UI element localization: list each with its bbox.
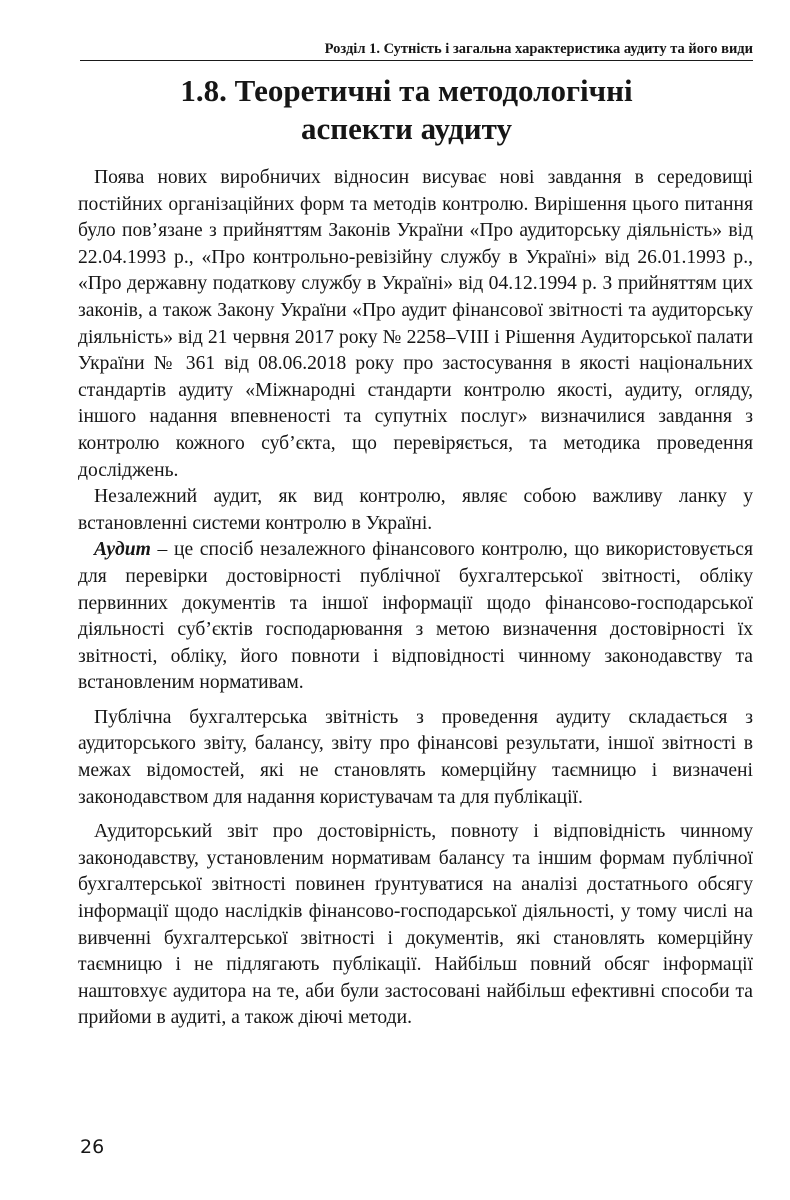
running-header: Розділ 1. Сутність і загальна характеристика аудиту та його види <box>80 40 753 61</box>
section-title-line-1: 1.8. Теоретичні та методологічні <box>180 73 633 108</box>
section-title-line-2: аспекти аудиту <box>301 111 512 146</box>
paragraph-5: Аудиторський звіт про достовірність, повноту і відповідність чинному законодавству, установленим нормативам балансу та іншим формам публічної бухгалтерської звітності повинен ґрунтуватися на аналізі достатнього обсягу інформації щодо наслідків фінансово-господарської діяльності, у тому числі на вивченні бухгалтерської звітності і документів, які становлять комерційну таємницю і не підлягають публікації. Найбільш повний обсяг інформації наштовхує аудитора на те, аби були застосовані найбільш ефективні способи та прийоми в аудиті, а також діючі методи. <box>78 821 753 1029</box>
paragraph-2: Незалежний аудит, як вид контролю, являє собою важливу ланку у встановленні системи контролю в Україні. <box>78 486 753 534</box>
body-text <box>78 165 753 1032</box>
paragraph-1: Поява нових виробничих відносин висуває нові завдання в середовищі постійних організаційних форм та методів контролю. Вирішення цього питання було пов’язане з прийняттям Законів України «Про аудиторську діяльність» від 22.04.1993 р., «Про контрольно-ревізійну службу в Україні» від 26.01.1993 р., «Про державну податкову службу в Україні» від 04.12.1994 р. З прийняттям цих законів, а також Закону України «Про аудит фінансової звітності та аудиторську діяльність» від 21 червня 2017 року № 2258–VIII і Рішення Аудиторської палати України № 361 від 08.06.2018 року про застосування в якості національних стандартів аудиту «Міжнародні стандарти контролю якості, аудиту, огляду, іншого надання впевненості та супутніх послуг» визначилися завдання з контролю кожного суб’єкта, що перевіряється, та методика проведення досліджень. <box>78 167 753 481</box>
paragraph-4: Публічна бухгалтерська звітність з проведення аудиту складається з аудиторського звіту, балансу, звіту про фінансові результати, іншої звітності в межах відомостей, які не становлять комерційну таємницю і визначені законодавством для надання користувачам та для публікації. <box>78 706 753 808</box>
page-number: 26 <box>80 1136 105 1158</box>
paragraph-3 <box>78 537 753 697</box>
section-title <box>60 72 753 148</box>
paragraph-3-text: – це спосіб незалежного фінансового контролю, що використовується для перевірки достовірності публічної бухгалтерської звітності, обліку первинних документів та іншої інформації щодо фінансово-господарської діяльності суб’єктів господарювання з метою визначення достовірності їх звітності, обліку, його повноти і відповідності чинному законодавству та встановленим нормативам. <box>78 539 753 694</box>
term-audit: Аудит <box>94 539 151 561</box>
